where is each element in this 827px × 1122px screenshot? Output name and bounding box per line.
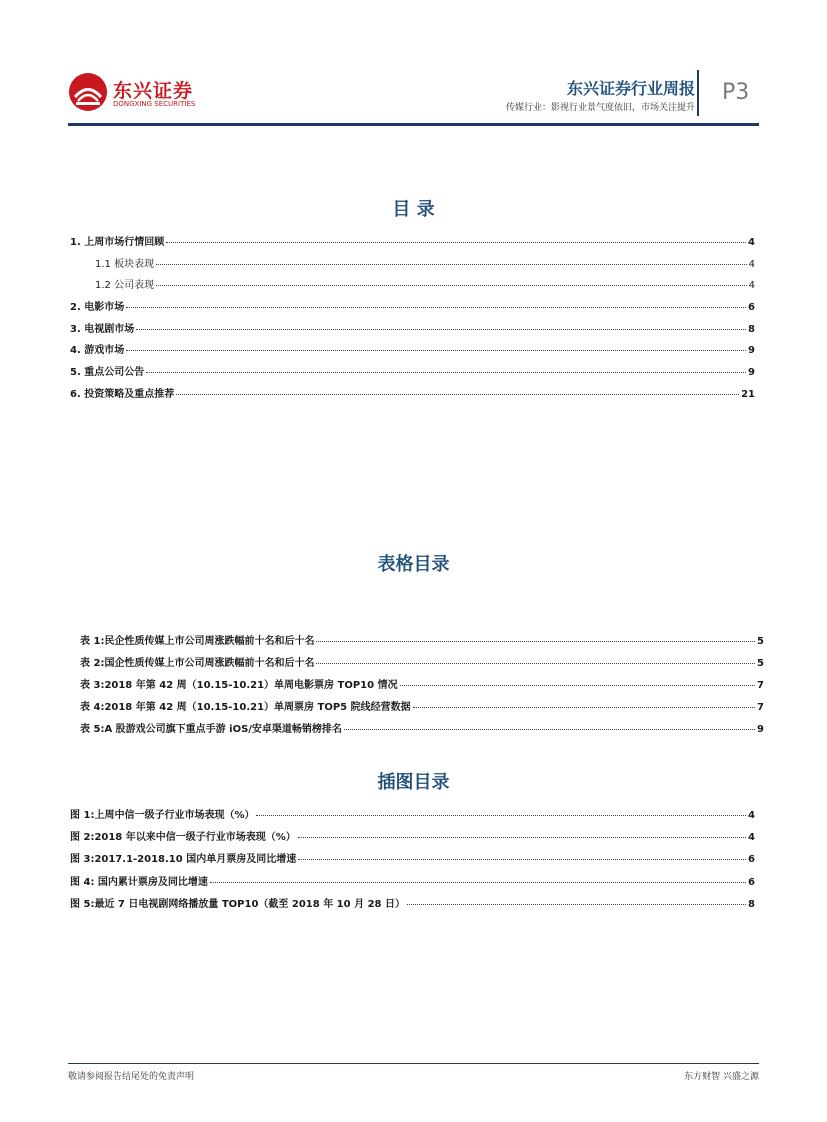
toc-entry-page: 9 (748, 367, 755, 378)
toc-entry[interactable] (70, 385, 755, 400)
figure-toc-entry-page: 8 (748, 899, 755, 910)
toc-entry[interactable] (95, 276, 755, 291)
figure-toc-entry-page: 4 (748, 810, 755, 821)
leader-dots (316, 641, 755, 642)
leader-dots (298, 837, 746, 838)
header-divider (697, 70, 699, 116)
figure-toc-entry[interactable] (70, 895, 755, 910)
toc-entry-page: 21 (741, 389, 755, 400)
figure-toc-entry-label: 图 4: 国内累计票房及同比增速 (70, 877, 208, 888)
toc-entry-label: 1.1 板块表现 (95, 259, 155, 270)
table-toc-entry-page: 7 (757, 702, 764, 713)
table-toc-entry[interactable] (80, 720, 764, 735)
table-toc-entry-label: 表 1:民企性质传媒上市公司周涨跌幅前十名和后十名 (80, 636, 315, 647)
leader-dots (413, 707, 755, 708)
footer-disclaimer: 敬请参阅报告结尾处的免责声明 (68, 1072, 195, 1082)
figure-toc-entry[interactable] (70, 850, 755, 865)
table-toc-entry[interactable] (80, 676, 764, 691)
leader-dots (156, 264, 747, 265)
figure-toc-entry[interactable] (70, 806, 755, 821)
figure-toc-entry-label: 图 1:上周中信一级子行业市场表现（%） (70, 810, 255, 821)
toc-entry-page: 6 (748, 302, 755, 313)
report-subtitle: 传媒行业：影视行业景气度依旧，市场关注提升 (505, 103, 695, 113)
header-rule (68, 123, 759, 126)
figure-toc-entry-page: 6 (748, 854, 755, 865)
leader-dots (256, 815, 746, 816)
figure-toc-entry-label: 图 2:2018 年以来中信一级子行业市场表现（%） (70, 832, 296, 843)
footer-slogan: 东方财智 兴盛之源 (684, 1072, 759, 1082)
toc-title: 目 录 (392, 199, 435, 220)
logo-chinese-name: 东兴证券 (113, 80, 194, 102)
leader-dots (126, 307, 746, 308)
leader-dots (176, 394, 739, 395)
toc-entry-label: 3. 电视剧市场 (70, 324, 135, 335)
toc-entry[interactable] (70, 320, 755, 335)
table-toc-entry[interactable] (80, 654, 764, 669)
toc-entry[interactable] (95, 255, 755, 270)
leader-dots (146, 372, 746, 373)
toc-entry[interactable] (70, 363, 755, 378)
footer-rule (68, 1063, 759, 1064)
logo-english-name: DONGXING SECURITIES (113, 100, 196, 108)
toc-entry-page: 4 (748, 237, 755, 248)
figures-toc-title: 插图目录 (377, 772, 450, 793)
table-toc-entry-page: 7 (757, 680, 764, 691)
leader-dots (210, 882, 746, 883)
toc-entry-page: 4 (748, 259, 755, 270)
figure-toc-entry[interactable] (70, 873, 755, 888)
dongxing-logo-icon (68, 72, 108, 112)
toc-entry-label: 4. 游戏市场 (70, 345, 125, 356)
table-toc-entry-label: 表 4:2018 年第 42 周（10.15-10.21）单周票房 TOP5 院线经营数据 (80, 702, 411, 713)
toc-entry-page: 4 (748, 280, 755, 291)
toc-entry[interactable] (70, 233, 755, 248)
figure-toc-entry-page: 6 (748, 877, 755, 888)
report-title: 东兴证券行业周报 (566, 79, 695, 98)
toc-entry-label: 6. 投资策略及重点推荐 (70, 389, 175, 400)
figure-toc-entry-page: 4 (748, 832, 755, 843)
leader-dots (136, 329, 746, 330)
toc-entry-label: 2. 电影市场 (70, 302, 125, 313)
leader-dots (407, 904, 746, 905)
leader-dots (166, 242, 746, 243)
table-toc-entry[interactable] (80, 632, 764, 647)
table-toc-entry-page: 5 (757, 658, 764, 669)
leader-dots (316, 663, 755, 664)
table-toc-entry-label: 表 2:国企性质传媒上市公司周涨跌幅前十名和后十名 (80, 658, 315, 669)
table-toc-entry-label: 表 5:A 股游戏公司旗下重点手游 iOS/安卓渠道畅销榜排名 (80, 724, 342, 735)
toc-entry[interactable] (70, 298, 755, 313)
company-logo (68, 72, 208, 116)
toc-entry-label: 1. 上周市场行情回顾 (70, 237, 165, 248)
leader-dots (344, 729, 755, 730)
leader-dots (156, 285, 747, 286)
figure-toc-entry-label: 图 3:2017.1-2018.10 国内单月票房及同比增速 (70, 854, 297, 865)
toc-entry[interactable] (70, 341, 755, 356)
table-toc-entry[interactable] (80, 698, 764, 713)
table-toc-entry-page: 5 (757, 636, 764, 647)
figure-toc-entry[interactable] (70, 828, 755, 843)
leader-dots (126, 350, 746, 351)
toc-entry-page: 8 (748, 324, 755, 335)
toc-entry-label: 1.2 公司表现 (95, 280, 155, 291)
table-toc-entry-page: 9 (757, 724, 764, 735)
leader-dots (298, 859, 746, 860)
toc-entry-label: 5. 重点公司公告 (70, 367, 145, 378)
tables-toc-title: 表格目录 (377, 554, 450, 575)
table-toc-entry-label: 表 3:2018 年第 42 周（10.15-10.21）单周电影票房 TOP10 情况 (80, 680, 398, 691)
leader-dots (400, 685, 755, 686)
figure-toc-entry-label: 图 5:最近 7 日电视剧网络播放量 TOP10（截至 2018 年 10 月 28 日） (70, 899, 405, 910)
page-number: P3 (722, 80, 750, 105)
toc-entry-page: 9 (748, 345, 755, 356)
